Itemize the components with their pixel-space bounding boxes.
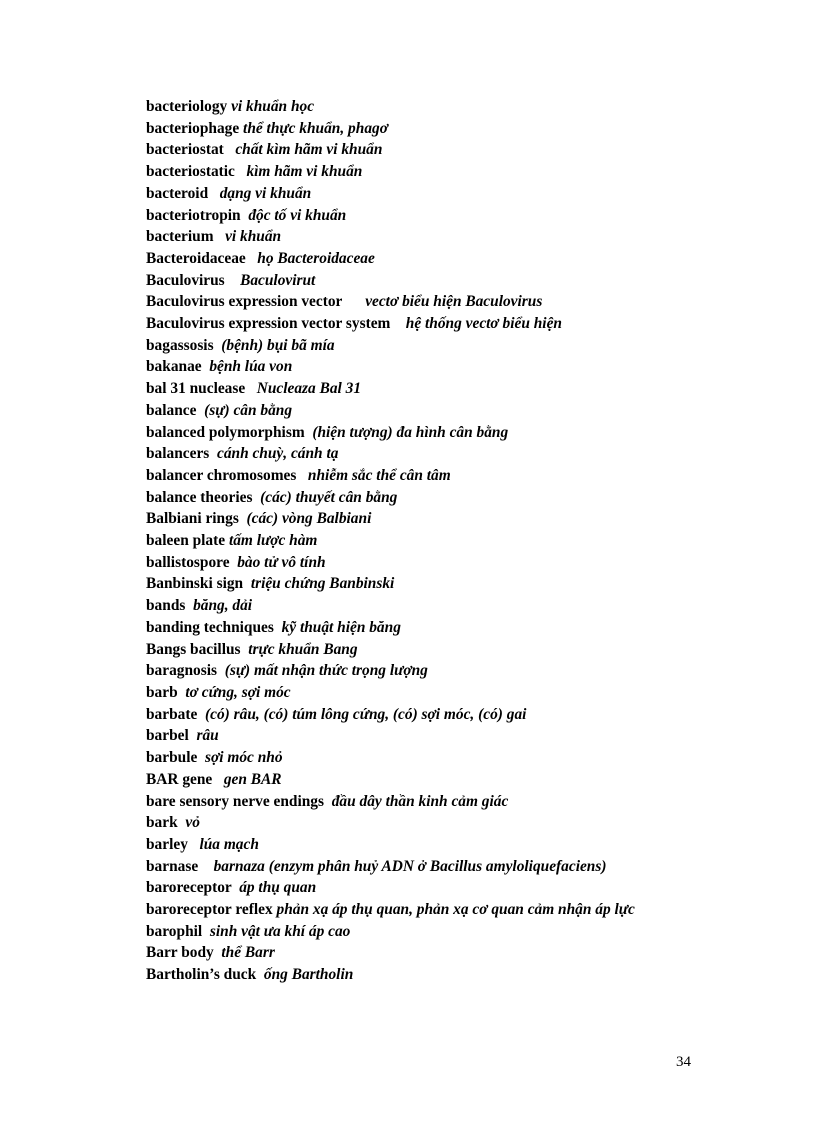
glossary-entry bbox=[146, 942, 706, 964]
entry-term: Baculovirus expression vector system bbox=[146, 315, 391, 333]
entry-term: barbel bbox=[146, 727, 189, 745]
entry-term: Bartholin’s duck bbox=[146, 966, 257, 984]
entry-gap bbox=[239, 510, 247, 527]
entry-gap bbox=[188, 836, 200, 853]
glossary-entry bbox=[146, 573, 706, 595]
entry-term: balanced polymorphism bbox=[146, 423, 305, 441]
glossary-entry bbox=[146, 834, 706, 856]
glossary-entry bbox=[146, 530, 706, 552]
entry-definition: bào tử vô tính bbox=[237, 553, 326, 571]
glossary-entry bbox=[146, 747, 706, 769]
glossary-entry bbox=[146, 856, 706, 878]
entry-term: baragnosis bbox=[146, 662, 217, 680]
entry-gap bbox=[209, 445, 217, 462]
entry-term: balance bbox=[146, 401, 197, 419]
glossary-entry bbox=[146, 465, 706, 487]
entry-term: bacteriostatic bbox=[146, 163, 235, 181]
entry-definition: ống Bartholin bbox=[263, 966, 354, 984]
entry-definition: đầu dây thần kinh cảm giác bbox=[331, 792, 509, 810]
entry-term: baroreceptor reflex bbox=[146, 901, 273, 919]
entry-term: bacteriology bbox=[146, 98, 228, 115]
glossary-entry bbox=[146, 291, 706, 313]
entry-term: Baculovirus expression vector bbox=[146, 293, 343, 311]
entry-gap bbox=[185, 597, 193, 614]
entry-term: ballistospore bbox=[146, 553, 230, 571]
glossary-entry bbox=[146, 769, 706, 791]
entry-gap bbox=[212, 771, 224, 788]
entry-definition: kìm hãm vi khuẩn bbox=[246, 163, 363, 181]
entry-term: Balbiani rings bbox=[146, 510, 239, 528]
glossary-entry bbox=[146, 422, 706, 444]
entry-gap bbox=[342, 293, 365, 310]
entry-definition: (sự) cân bằng bbox=[204, 401, 293, 419]
entry-definition: kỹ thuật hiện băng bbox=[281, 618, 401, 636]
entry-term: bagassosis bbox=[146, 336, 214, 354]
entry-definition: râu bbox=[196, 727, 219, 745]
entry-term: bacteriophage bbox=[146, 119, 240, 137]
entry-term: Bacteroidaceae bbox=[146, 249, 246, 267]
entry-gap bbox=[224, 141, 236, 158]
entry-definition: gen BAR bbox=[223, 770, 282, 788]
glossary-entry bbox=[146, 313, 706, 335]
glossary-entry bbox=[146, 183, 706, 205]
entry-gap bbox=[256, 966, 264, 983]
glossary-entry bbox=[146, 139, 706, 161]
glossary-entry bbox=[146, 617, 706, 639]
entry-term: barophil bbox=[146, 922, 203, 940]
entry-definition: (các) thuyết cân bằng bbox=[260, 488, 398, 506]
entry-term: baleen plate bbox=[146, 532, 226, 550]
entry-definition: (các) vòng Balbiani bbox=[246, 510, 372, 528]
glossary-entry bbox=[146, 270, 706, 292]
entry-definition: cánh chuỳ, cánh tạ bbox=[216, 445, 339, 463]
entry-gap bbox=[197, 706, 205, 723]
entry-definition: phản xạ áp thụ quan, phản xạ cơ quan cảm nhận áp lực bbox=[276, 901, 635, 919]
glossary-entry bbox=[146, 443, 706, 465]
entry-term: barley bbox=[146, 835, 188, 853]
entry-term: Baculovirus bbox=[146, 271, 225, 289]
glossary-entry bbox=[146, 226, 706, 248]
entry-gap bbox=[324, 793, 332, 810]
entry-definition: (hiện tượng) đa hình cân bằng bbox=[312, 423, 509, 441]
glossary-entry bbox=[146, 552, 706, 574]
entry-term: barb bbox=[146, 683, 178, 701]
entry-term: balance theories bbox=[146, 488, 253, 506]
entry-definition: lúa mạch bbox=[199, 835, 259, 853]
entry-definition: băng, dải bbox=[193, 597, 253, 615]
entry-gap bbox=[245, 380, 257, 397]
entry-gap bbox=[208, 185, 220, 202]
glossary-entry bbox=[146, 400, 706, 422]
entry-definition: nhiễm sắc thể cân tâm bbox=[307, 466, 451, 484]
entry-term: bark bbox=[146, 814, 178, 832]
entry-gap bbox=[196, 402, 204, 419]
entry-term: bacteroid bbox=[146, 184, 209, 202]
entry-term: bacteriotropin bbox=[146, 206, 241, 224]
entry-gap bbox=[217, 662, 225, 679]
entry-gap bbox=[197, 749, 205, 766]
glossary-entry bbox=[146, 96, 706, 118]
entry-term: balancers bbox=[146, 445, 210, 463]
glossary-entry bbox=[146, 682, 706, 704]
glossary-entry bbox=[146, 248, 706, 270]
entry-term: barbate bbox=[146, 705, 198, 723]
entry-gap bbox=[225, 272, 240, 289]
glossary-entry bbox=[146, 791, 706, 813]
glossary-entries bbox=[146, 96, 706, 986]
entry-definition: vi khuẩn bbox=[225, 228, 282, 246]
entry-definition: thể Barr bbox=[221, 944, 275, 962]
entry-term: BAR gene bbox=[146, 770, 213, 788]
entry-definition: hệ thống vectơ biểu hiện bbox=[405, 315, 562, 333]
entry-definition: (bệnh) bụi bã mía bbox=[221, 336, 335, 354]
entry-definition: triệu chứng Banbinski bbox=[250, 575, 395, 593]
entry-term: bacterium bbox=[146, 228, 214, 246]
glossary-entry bbox=[146, 161, 706, 183]
entry-gap bbox=[235, 163, 247, 180]
glossary-entry bbox=[146, 812, 706, 834]
entry-gap bbox=[243, 575, 251, 592]
entry-term: bacteriostat bbox=[146, 141, 224, 159]
entry-definition: Nucleaza Bal 31 bbox=[256, 380, 362, 398]
entry-term: barnase bbox=[146, 857, 199, 875]
entry-definition: tấm lược hàm bbox=[228, 532, 318, 550]
entry-definition: thể thực khuẩn, phagơ bbox=[243, 119, 388, 137]
entry-definition: (có) râu, (có) túm lông cứng, (có) sợi móc, (có) gai bbox=[205, 705, 527, 723]
glossary-entry bbox=[146, 639, 706, 661]
entry-definition: trực khuẩn Bang bbox=[248, 640, 358, 658]
entry-term: balancer chromosomes bbox=[146, 466, 297, 484]
entry-gap bbox=[198, 858, 213, 875]
entry-definition: tơ cứng, sợi móc bbox=[185, 683, 291, 701]
entry-definition: độc tố vi khuẩn bbox=[248, 206, 347, 224]
glossary-entry bbox=[146, 356, 706, 378]
entry-definition: dạng vi khuẩn bbox=[219, 184, 312, 202]
glossary-entry bbox=[146, 487, 706, 509]
glossary-entry bbox=[146, 205, 706, 227]
entry-gap bbox=[252, 489, 260, 506]
entry-term: bare sensory nerve endings bbox=[146, 792, 324, 810]
entry-gap bbox=[296, 467, 308, 484]
glossary-entry bbox=[146, 704, 706, 726]
glossary-entry bbox=[146, 921, 706, 943]
entry-definition: vi khuẩn học bbox=[231, 98, 315, 115]
entry-term: Banbinski sign bbox=[146, 575, 244, 593]
entry-gap bbox=[390, 315, 405, 332]
entry-definition: Baculovirut bbox=[240, 271, 316, 289]
entry-definition: áp thụ quan bbox=[239, 879, 317, 897]
entry-definition: barnaza (enzym phân huỷ ADN ở Bacillus amyloliquefaciens) bbox=[213, 857, 607, 875]
glossary-entry bbox=[146, 335, 706, 357]
entry-term: bakanae bbox=[146, 358, 202, 376]
entry-term: bands bbox=[146, 597, 186, 615]
entry-term: bal 31 nuclease bbox=[146, 380, 246, 398]
entry-definition: vỏ bbox=[185, 814, 200, 832]
glossary-entry bbox=[146, 118, 706, 140]
entry-definition: (sự) mất nhận thức trọng lượng bbox=[224, 662, 428, 680]
entry-gap bbox=[246, 250, 258, 267]
entry-definition: họ Bacteroidaceae bbox=[257, 249, 375, 267]
glossary-entry bbox=[146, 725, 706, 747]
page-number: 34 bbox=[676, 1054, 691, 1070]
entry-definition: sinh vật ưa khí áp cao bbox=[209, 922, 351, 940]
entry-term: Bangs bacillus bbox=[146, 640, 241, 658]
entry-definition: vectơ biểu hiện Baculovirus bbox=[365, 293, 543, 311]
entry-term: barbule bbox=[146, 749, 198, 767]
glossary-entry bbox=[146, 508, 706, 530]
entry-term: Barr body bbox=[146, 944, 214, 962]
entry-definition: chất kìm hãm vi khuẩn bbox=[235, 141, 383, 159]
glossary-entry bbox=[146, 964, 706, 986]
entry-definition: bệnh lúa von bbox=[209, 358, 293, 376]
entry-term: banding techniques bbox=[146, 618, 274, 636]
entry-gap bbox=[202, 923, 210, 940]
entry-gap bbox=[214, 228, 226, 245]
glossary-entry bbox=[146, 899, 706, 921]
entry-term: baroreceptor bbox=[146, 879, 232, 897]
glossary-entry bbox=[146, 877, 706, 899]
entry-gap bbox=[274, 619, 282, 636]
glossary-entry bbox=[146, 595, 706, 617]
glossary-entry bbox=[146, 378, 706, 400]
glossary-entry bbox=[146, 660, 706, 682]
entry-definition: sợi móc nhỏ bbox=[205, 749, 283, 767]
